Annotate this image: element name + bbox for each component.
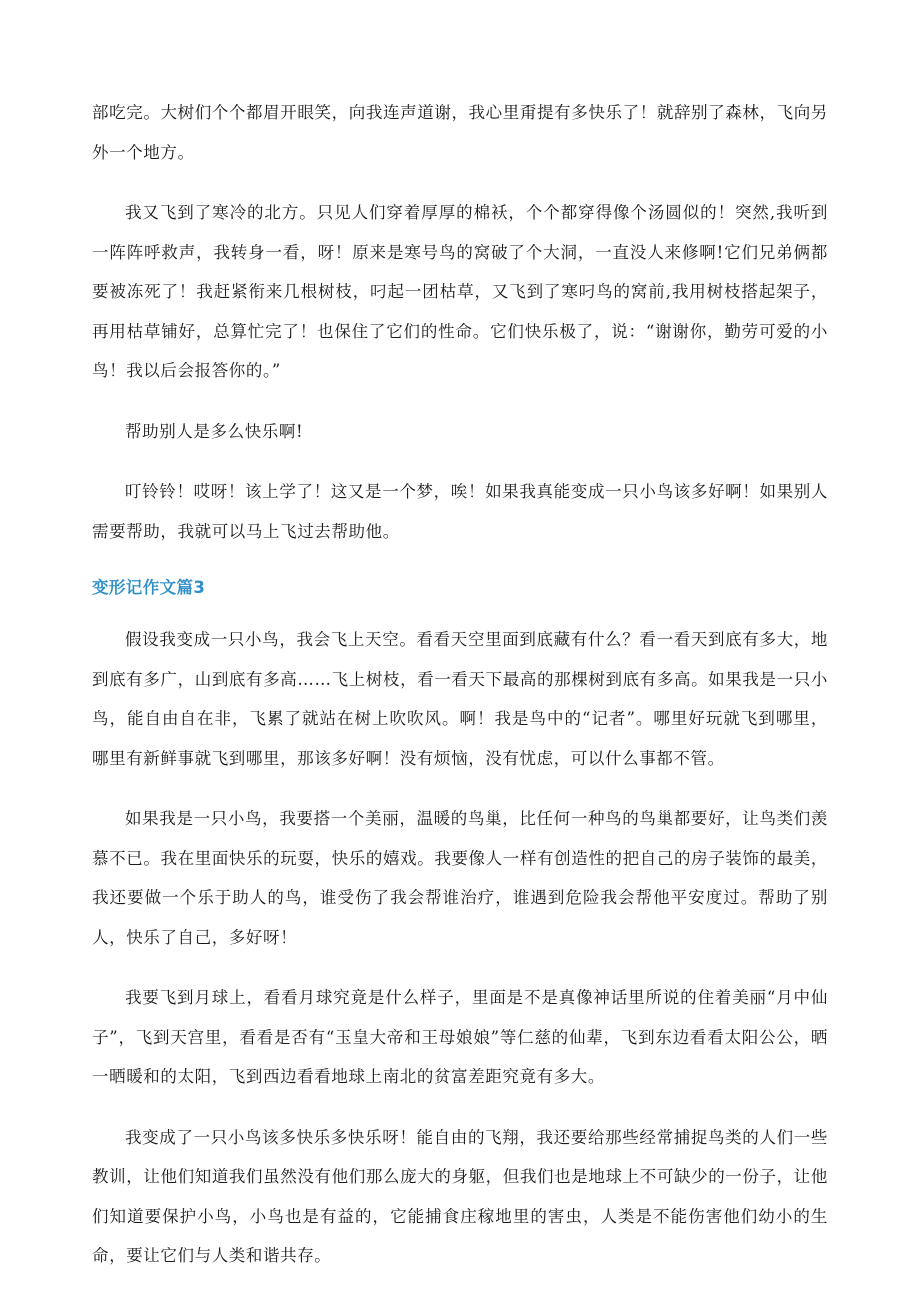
paragraph-5: 假设我变成一只小鸟，我会飞上天空。看看天空里面到底藏有什么？看一看天到底有多大，地到底有多广，山到底有多高……飞上树枝，看一看天下最高的那棵树到底有多高。如果我是一只小鸟，能自由自在非，飞累了就站在树上吹吹风。啊！我是鸟中的“记者”。哪里好玩就飞到哪里，哪里有新鲜事就飞到哪里，那该多好啊！没有烦恼，没有忧虑，可以什么事都不管。 <box>92 630 828 768</box>
paragraph-1: 部吃完。大树们个个都眉开眼笑，向我连声道谢，我心里甭提有多快乐了！就辞别了森林，飞向另外一个地方。 <box>92 103 828 162</box>
paragraph-6: 如果我是一只小鸟，我要搭一个美丽，温暖的鸟巢，比任何一种鸟的鸟巢都要好，让鸟类们羡慕不已。我在里面快乐的玩耍，快乐的嬉戏。我要像人一样有创造性的把自己的房子装饰的最美，我还要做一个乐于助人的鸟，谁受伤了我会帮谁治疗，谁遇到危险我会帮他平安度过。帮助了别人，快乐了自己，多好呀！ <box>92 809 828 947</box>
section-heading: 变形记作文篇3 <box>92 578 206 597</box>
paragraph-2: 我又飞到了寒冷的北方。只见人们穿着厚厚的棉袄，个个都穿得像个汤圆似的！突然,我听到一阵阵呼救声，我转身一看，呀！原来是寒号鸟的窝破了个大洞，一直没人来修啊!它们兄弟俩都要被冻死了！我赶紧衔来几根树枝，叼起一团枯草，又飞到了寒叼鸟的窝前,我用树枝搭起架子，再用枯草铺好，总算忙完了！也保住了它们的性命。它们快乐极了，说：“谢谢你，勤劳可爱的小鸟！我以后会报答你的。” <box>92 203 828 380</box>
paragraph-8: 我变成了一只小鸟该多快乐多快乐呀！能自由的飞翔，我还要给那些经常捕捉鸟类的人们一些教训，让他们知道我们虽然没有他们那么庞大的身躯，但我们也是地球上不可缺少的一份子，让他们知道要保护小鸟，小鸟也是有益的，它能捕食庄稼地里的害虫，人类是不能伤害他们幼小的生命，要让它们与人类和谐共存。 <box>92 1127 828 1265</box>
paragraph-4: 叮铃铃！哎呀！该上学了！这又是一个梦，唉！如果我真能变成一只小鸟该多好啊！如果别人需要帮助，我就可以马上飞过去帮助他。 <box>92 482 828 541</box>
paragraph-3: 帮助别人是多么快乐啊! <box>125 421 304 441</box>
document-body <box>92 93 828 1297</box>
paragraph-7: 我要飞到月球上，看看月球究竟是什么样子，里面是不是真像神话里所说的住着美丽“月中仙子”，飞到天宫里，看看是否有“玉皇大帝和王母娘娘”等仁慈的仙辈，飞到东边看看太阳公公，晒一晒暖和的太阳，飞到西边看看地球上南北的贫富差距究竟有多大。 <box>92 988 828 1086</box>
